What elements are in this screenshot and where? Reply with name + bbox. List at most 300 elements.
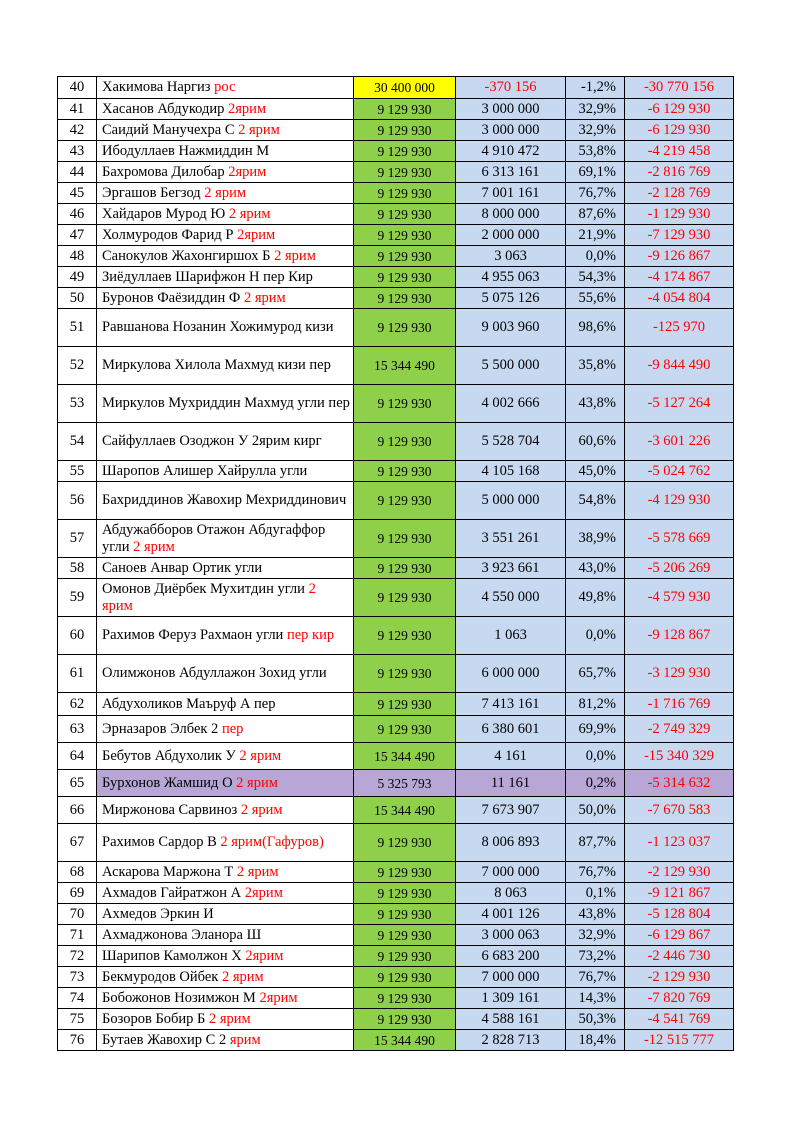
row-number: 71 — [58, 925, 97, 946]
table-row — [58, 120, 734, 141]
name-text: Ибодуллаев Нажмиддин М — [102, 142, 270, 159]
row-number: 45 — [58, 183, 97, 204]
table-row — [58, 904, 734, 925]
paid-percent: 43,0% — [566, 558, 625, 579]
name-text: Эрназаров Элбек 2 — [102, 720, 222, 737]
status-tag: пер кир — [286, 627, 335, 643]
paid-percent: 98,6% — [566, 309, 625, 347]
table-row — [58, 824, 734, 862]
paid-amount: 4 588 161 — [456, 1009, 566, 1030]
paid-percent: 0,0% — [566, 246, 625, 267]
name-text: Бутаев Жавохир С 2 — [102, 1031, 230, 1048]
paid-percent: 45,0% — [566, 461, 625, 482]
row-number: 68 — [58, 862, 97, 883]
name-text: Бебутов Абдухолик У — [102, 747, 240, 764]
plan-amount: 9 129 930 — [354, 520, 456, 558]
row-number: 56 — [58, 482, 97, 520]
table-row — [58, 946, 734, 967]
paid-amount: 6 683 200 — [456, 946, 566, 967]
plan-amount: 9 129 930 — [354, 883, 456, 904]
plan-amount: 9 129 930 — [354, 225, 456, 246]
paid-percent: 0,2% — [566, 770, 625, 797]
paid-percent: 60,6% — [566, 423, 625, 461]
name-text: Миркулов Мухриддин Махмуд угли пер — [102, 395, 350, 411]
person-name — [97, 385, 354, 423]
name-text: Ахмаджонова Эланора Ш — [102, 926, 262, 943]
row-number: 42 — [58, 120, 97, 141]
paid-amount: 4 105 168 — [456, 461, 566, 482]
paid-percent: 49,8% — [566, 579, 625, 617]
table-row — [58, 770, 734, 797]
status-tag: 2ярим — [244, 884, 283, 901]
remaining-amount: -1 123 037 — [625, 824, 734, 862]
paid-amount: 6 380 601 — [456, 716, 566, 743]
table-row — [58, 183, 734, 204]
plan-amount: 9 129 930 — [354, 461, 456, 482]
remaining-amount: -5 578 669 — [625, 520, 734, 558]
table-row — [58, 988, 734, 1009]
row-number: 40 — [58, 77, 97, 99]
name-text: Бахриддинов Жавохир Мехриддинович — [102, 492, 347, 508]
person-name — [97, 655, 354, 693]
remaining-amount: -2 128 769 — [625, 183, 734, 204]
status-tag: 2 ярим — [244, 289, 286, 306]
status-tag: 2 ярим — [236, 774, 278, 791]
paid-percent: 0,1% — [566, 883, 625, 904]
plan-amount: 9 129 930 — [354, 162, 456, 183]
paid-percent: 43,8% — [566, 904, 625, 925]
person-name — [97, 77, 354, 99]
person-name — [97, 225, 354, 246]
remaining-amount: -7 820 769 — [625, 988, 734, 1009]
person-name — [97, 770, 354, 797]
paid-amount: 4 955 063 — [456, 267, 566, 288]
person-name — [97, 183, 354, 204]
paid-amount: 1 063 — [456, 617, 566, 655]
row-number: 63 — [58, 716, 97, 743]
remaining-amount: -6 129 930 — [625, 120, 734, 141]
status-tag: 2 ярим — [236, 863, 279, 880]
remaining-amount: -6 129 867 — [625, 925, 734, 946]
status-tag: 2 ярим — [240, 801, 283, 818]
status-tag: 2ярим — [245, 947, 284, 964]
name-text: Аскарова Маржона Т — [102, 863, 237, 880]
status-tag: 2ярим — [259, 989, 298, 1006]
person-name — [97, 1009, 354, 1030]
remaining-amount: -5 314 632 — [625, 770, 734, 797]
name-text: Хасанов Абдукодир — [102, 100, 228, 117]
plan-amount: 9 129 930 — [354, 309, 456, 347]
person-name — [97, 461, 354, 482]
plan-amount: 5 325 793 — [354, 770, 456, 797]
person-name — [97, 579, 354, 617]
remaining-amount: -4 541 769 — [625, 1009, 734, 1030]
paid-amount: 5 500 000 — [456, 347, 566, 385]
paid-amount: 6 313 161 — [456, 162, 566, 183]
status-tag: 2 ярим — [208, 1010, 251, 1027]
status-tag: 2 ярим — [274, 247, 316, 264]
row-number: 65 — [58, 770, 97, 797]
paid-percent: 0,0% — [566, 617, 625, 655]
table-row — [58, 288, 734, 309]
payments-table — [57, 76, 734, 1051]
plan-amount: 9 129 930 — [354, 246, 456, 267]
person-name — [97, 925, 354, 946]
table-row — [58, 883, 734, 904]
row-number: 66 — [58, 797, 97, 824]
name-text: Санокулов Жахонгиршох Б — [102, 247, 275, 264]
remaining-amount: -2 129 930 — [625, 862, 734, 883]
paid-amount: 11 161 — [456, 770, 566, 797]
table-row — [58, 967, 734, 988]
remaining-amount: -2 749 329 — [625, 716, 734, 743]
paid-amount: 7 000 000 — [456, 862, 566, 883]
remaining-amount: -125 970 — [625, 309, 734, 347]
remaining-amount: -4 174 867 — [625, 267, 734, 288]
paid-percent: 73,2% — [566, 946, 625, 967]
row-number: 57 — [58, 520, 97, 558]
name-text: Буронов Фаёзиддин Ф — [102, 289, 244, 306]
remaining-amount: -7 129 930 — [625, 225, 734, 246]
paid-percent: 43,8% — [566, 385, 625, 423]
status-tag: рос — [214, 79, 236, 95]
person-name — [97, 120, 354, 141]
plan-amount: 9 129 930 — [354, 141, 456, 162]
paid-amount: 7 001 161 — [456, 183, 566, 204]
name-text: Хайдаров Мурод Ю — [102, 205, 229, 222]
name-text: Бахромова Дилобар — [102, 163, 229, 180]
plan-amount: 15 344 490 — [354, 347, 456, 385]
person-name — [97, 347, 354, 385]
name-text: Абдухоликов Маъруф А пер — [102, 695, 276, 712]
person-name — [97, 309, 354, 347]
person-name — [97, 482, 354, 520]
person-name — [97, 558, 354, 579]
remaining-amount: -5 128 804 — [625, 904, 734, 925]
remaining-amount: -6 129 930 — [625, 99, 734, 120]
name-text: Холмуродов Фарид Р — [102, 226, 238, 243]
person-name — [97, 946, 354, 967]
paid-amount: 6 000 000 — [456, 655, 566, 693]
table-row — [58, 1030, 734, 1051]
paid-amount: 7 000 000 — [456, 967, 566, 988]
person-name — [97, 693, 354, 716]
row-number: 62 — [58, 693, 97, 716]
paid-percent: 69,1% — [566, 162, 625, 183]
plan-amount: 9 129 930 — [354, 716, 456, 743]
paid-amount: 7 673 907 — [456, 797, 566, 824]
person-name — [97, 288, 354, 309]
remaining-amount: -9 126 867 — [625, 246, 734, 267]
plan-amount: 9 129 930 — [354, 120, 456, 141]
row-number: 52 — [58, 347, 97, 385]
plan-amount: 9 129 930 — [354, 558, 456, 579]
paid-amount: 2 000 000 — [456, 225, 566, 246]
person-name — [97, 716, 354, 743]
paid-amount: 5 528 704 — [456, 423, 566, 461]
name-text: Миркулова Хилола Махмуд кизи пер — [102, 357, 331, 373]
table-row — [58, 267, 734, 288]
paid-amount: 5 075 126 — [456, 288, 566, 309]
table-row — [58, 77, 734, 99]
status-tag: 2 ярим — [133, 538, 175, 555]
paid-amount: 4 910 472 — [456, 141, 566, 162]
paid-amount: 3 063 — [456, 246, 566, 267]
status-tag: 2ярим — [228, 163, 267, 180]
row-number: 58 — [58, 558, 97, 579]
status-tag: ярим — [229, 1031, 261, 1048]
name-text: Бобожонов Нозимжон М — [102, 989, 260, 1006]
row-number: 72 — [58, 946, 97, 967]
plan-amount: 15 344 490 — [354, 1030, 456, 1051]
table-row — [58, 246, 734, 267]
status-tag: 2 ярим — [239, 747, 282, 764]
name-text: Бозоров Бобир Б — [102, 1010, 209, 1027]
plan-amount: 9 129 930 — [354, 204, 456, 225]
remaining-amount: -5 206 269 — [625, 558, 734, 579]
row-number: 55 — [58, 461, 97, 482]
name-text: Ахмадов Гайратжон А — [102, 884, 245, 901]
table-row — [58, 925, 734, 946]
paid-percent: 35,8% — [566, 347, 625, 385]
row-number: 44 — [58, 162, 97, 183]
paid-amount: 8 006 893 — [456, 824, 566, 862]
row-number: 48 — [58, 246, 97, 267]
person-name — [97, 904, 354, 925]
paid-amount: 4 550 000 — [456, 579, 566, 617]
remaining-amount: -12 515 777 — [625, 1030, 734, 1051]
table-row — [58, 579, 734, 617]
remaining-amount: -4 579 930 — [625, 579, 734, 617]
plan-amount: 9 129 930 — [354, 946, 456, 967]
document-page — [57, 76, 733, 1051]
table-row — [58, 1009, 734, 1030]
table-row — [58, 461, 734, 482]
remaining-amount: -1 716 769 — [625, 693, 734, 716]
remaining-amount: -2 446 730 — [625, 946, 734, 967]
row-number: 70 — [58, 904, 97, 925]
paid-percent: 65,7% — [566, 655, 625, 693]
paid-percent: 32,9% — [566, 120, 625, 141]
table-row — [58, 655, 734, 693]
table-row — [58, 225, 734, 246]
remaining-amount: -5 024 762 — [625, 461, 734, 482]
row-number: 61 — [58, 655, 97, 693]
paid-percent: 0,0% — [566, 743, 625, 770]
plan-amount: 9 129 930 — [354, 862, 456, 883]
table-row — [58, 204, 734, 225]
plan-amount: 9 129 930 — [354, 617, 456, 655]
table-row — [58, 862, 734, 883]
paid-percent: 14,3% — [566, 988, 625, 1009]
row-number: 50 — [58, 288, 97, 309]
row-number: 75 — [58, 1009, 97, 1030]
row-number: 64 — [58, 743, 97, 770]
remaining-amount: -3 601 226 — [625, 423, 734, 461]
table-row — [58, 520, 734, 558]
paid-percent: 76,7% — [566, 967, 625, 988]
name-text: Рахимов Феруз Рахмаон угли — [102, 627, 287, 643]
name-text: Шаропов Алишер Хайрулла угли — [102, 462, 308, 479]
table-body — [58, 77, 734, 1051]
status-tag: 2 ярим — [221, 968, 264, 985]
plan-amount: 9 129 930 — [354, 1009, 456, 1030]
person-name — [97, 1030, 354, 1051]
row-number: 47 — [58, 225, 97, 246]
paid-amount: 4 161 — [456, 743, 566, 770]
status-tag: 2 ярим(Гафуров) — [220, 834, 324, 850]
status-tag: 2 ярим — [102, 580, 316, 614]
row-number: 60 — [58, 617, 97, 655]
paid-amount: 9 003 960 — [456, 309, 566, 347]
name-text: Миржонова Сарвиноз — [102, 801, 241, 818]
person-name — [97, 520, 354, 558]
paid-percent: 32,9% — [566, 99, 625, 120]
name-text: Саноев Анвар Ортик угли — [102, 559, 263, 576]
status-tag: 2 ярим — [204, 184, 247, 201]
table-row — [58, 482, 734, 520]
paid-amount: 7 413 161 — [456, 693, 566, 716]
remaining-amount: -9 121 867 — [625, 883, 734, 904]
plan-amount: 30 400 000 — [354, 77, 456, 99]
person-name — [97, 204, 354, 225]
paid-percent: 69,9% — [566, 716, 625, 743]
remaining-amount: -30 770 156 — [625, 77, 734, 99]
row-number: 67 — [58, 824, 97, 862]
plan-amount: 15 344 490 — [354, 743, 456, 770]
plan-amount: 9 129 930 — [354, 183, 456, 204]
name-text: Зиёдуллаев Шарифжон Н пер Кир — [102, 268, 313, 285]
status-tag: пер — [221, 720, 244, 737]
plan-amount: 9 129 930 — [354, 904, 456, 925]
person-name — [97, 743, 354, 770]
plan-amount: 9 129 930 — [354, 925, 456, 946]
table-row — [58, 99, 734, 120]
row-number: 69 — [58, 883, 97, 904]
plan-amount: 9 129 930 — [354, 655, 456, 693]
paid-percent: 18,4% — [566, 1030, 625, 1051]
paid-amount: 3 000 063 — [456, 925, 566, 946]
table-row — [58, 309, 734, 347]
plan-amount: 15 344 490 — [354, 797, 456, 824]
remaining-amount: -9 844 490 — [625, 347, 734, 385]
row-number: 46 — [58, 204, 97, 225]
row-number: 73 — [58, 967, 97, 988]
name-text: Шарипов Камолжон Х — [102, 947, 246, 964]
paid-percent: 54,8% — [566, 482, 625, 520]
plan-amount: 9 129 930 — [354, 967, 456, 988]
paid-amount: 3 551 261 — [456, 520, 566, 558]
paid-percent: 76,7% — [566, 862, 625, 883]
table-row — [58, 347, 734, 385]
person-name — [97, 246, 354, 267]
person-name — [97, 967, 354, 988]
table-row — [58, 423, 734, 461]
person-name — [97, 267, 354, 288]
paid-percent: 50,3% — [566, 1009, 625, 1030]
name-text: Саидий Манучехра С — [102, 121, 239, 138]
plan-amount: 9 129 930 — [354, 824, 456, 862]
name-text: Сайфуллаев Озоджон У 2ярим кирг — [102, 433, 322, 449]
person-name — [97, 883, 354, 904]
row-number: 74 — [58, 988, 97, 1009]
name-text: Омонов Диёрбек Мухитдин угли — [102, 580, 309, 597]
table-row — [58, 716, 734, 743]
remaining-amount: -9 128 867 — [625, 617, 734, 655]
name-text: Олимжонов Абдуллажон Зохид угли — [102, 665, 327, 681]
paid-percent: 76,7% — [566, 183, 625, 204]
paid-percent: 21,9% — [566, 225, 625, 246]
plan-amount: 9 129 930 — [354, 267, 456, 288]
plan-amount: 9 129 930 — [354, 988, 456, 1009]
paid-amount: 3 000 000 — [456, 120, 566, 141]
plan-amount: 9 129 930 — [354, 288, 456, 309]
name-text: Хакимова Наргиз — [102, 79, 215, 95]
table-row — [58, 558, 734, 579]
table-row — [58, 141, 734, 162]
row-number: 54 — [58, 423, 97, 461]
name-text: Ахмедов Эркин И — [102, 905, 214, 922]
plan-amount: 9 129 930 — [354, 579, 456, 617]
name-text: Абдужабборов Отажон Абдугаффор угли — [102, 521, 326, 555]
paid-amount: -370 156 — [456, 77, 566, 99]
remaining-amount: -2 816 769 — [625, 162, 734, 183]
plan-amount: 9 129 930 — [354, 99, 456, 120]
paid-percent: 32,9% — [566, 925, 625, 946]
table-row — [58, 797, 734, 824]
person-name — [97, 99, 354, 120]
table-row — [58, 162, 734, 183]
paid-percent: 53,8% — [566, 141, 625, 162]
paid-percent: 87,7% — [566, 824, 625, 862]
name-text: Рахимов Сардор В — [102, 834, 221, 850]
plan-amount: 9 129 930 — [354, 385, 456, 423]
table-row — [58, 693, 734, 716]
table-row — [58, 617, 734, 655]
paid-percent: 81,2% — [566, 693, 625, 716]
plan-amount: 9 129 930 — [354, 693, 456, 716]
remaining-amount: -4 054 804 — [625, 288, 734, 309]
person-name — [97, 988, 354, 1009]
person-name — [97, 824, 354, 862]
paid-amount: 2 828 713 — [456, 1030, 566, 1051]
name-text: Бекмуродов Ойбек — [102, 968, 222, 985]
person-name — [97, 423, 354, 461]
row-number: 59 — [58, 579, 97, 617]
status-tag: 2ярим — [227, 100, 267, 117]
paid-percent: 50,0% — [566, 797, 625, 824]
remaining-amount: -15 340 329 — [625, 743, 734, 770]
row-number: 51 — [58, 309, 97, 347]
paid-amount: 3 000 000 — [456, 99, 566, 120]
row-number: 41 — [58, 99, 97, 120]
paid-amount: 8 000 000 — [456, 204, 566, 225]
name-text: Равшанова Нозанин Хожимурод кизи — [102, 319, 334, 335]
paid-percent: 38,9% — [566, 520, 625, 558]
plan-amount: 9 129 930 — [354, 482, 456, 520]
paid-percent: -1,2% — [566, 77, 625, 99]
remaining-amount: -5 127 264 — [625, 385, 734, 423]
table-row — [58, 385, 734, 423]
status-tag: 2 ярим — [238, 121, 280, 138]
paid-amount: 4 002 666 — [456, 385, 566, 423]
paid-amount: 5 000 000 — [456, 482, 566, 520]
name-text: Эргашов Бегзод — [102, 184, 205, 201]
person-name — [97, 617, 354, 655]
paid-amount: 1 309 161 — [456, 988, 566, 1009]
status-tag: 2ярим — [237, 226, 276, 243]
paid-amount: 8 063 — [456, 883, 566, 904]
